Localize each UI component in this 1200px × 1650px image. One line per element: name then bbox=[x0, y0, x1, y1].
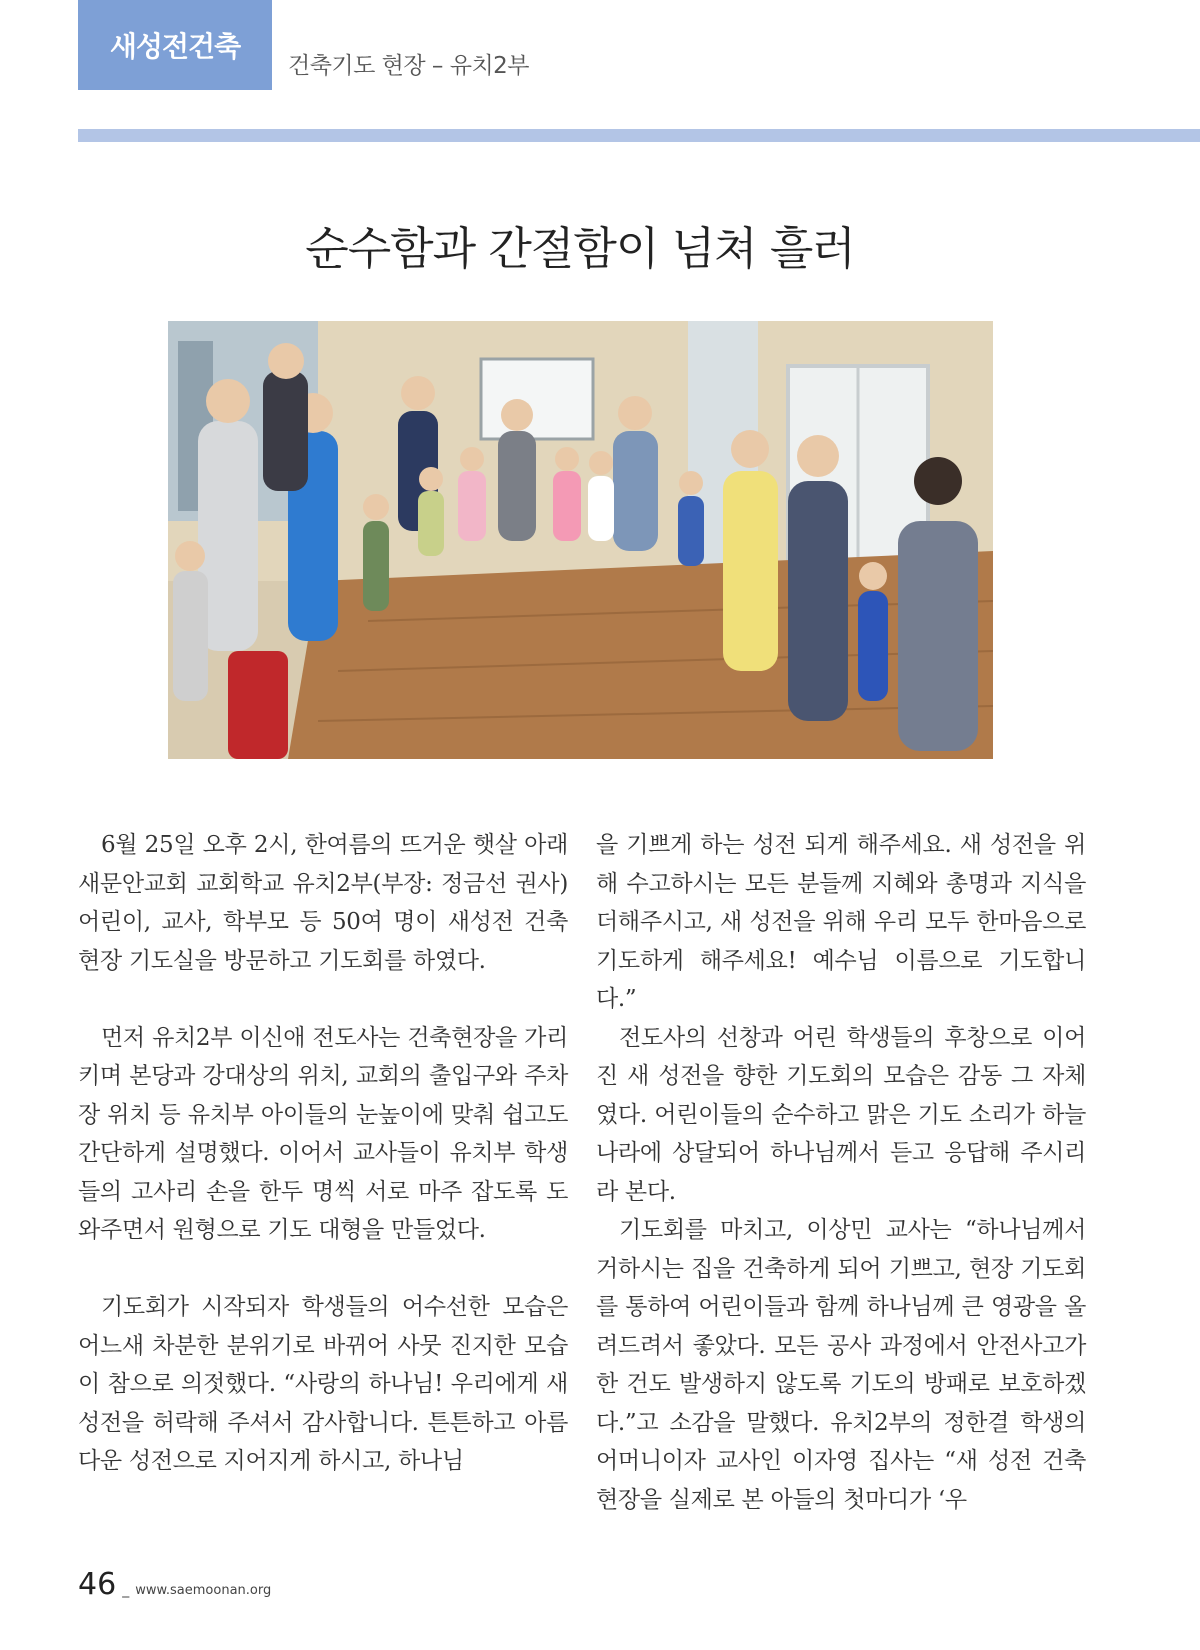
article-paragraph: 전도사의 선창과 어린 학생들의 후창으로 이어진 새 성전을 향한 기도회의 모습은 감동 그 자체였다. 어린이들의 순수하고 맑은 기도 소리가 하늘나라에 상달되어 하나님께서 듣고 응답해 주시리라 본다. bbox=[596, 1024, 1086, 1205]
section-subtitle: 건축기도 현장 – 유치2부 bbox=[288, 53, 530, 79]
article-title: 순수함과 간절함이 넘쳐 흘러 bbox=[305, 222, 855, 275]
article-paragraph: 먼저 유치2부 이신애 전도사는 건축현장을 가리키며 본당과 강대상의 위치, 교회의 출입구와 주차장 위치 등 유치부 아이들의 눈높이에 맞춰 쉽고도 간단하게 설명했다. 이어서 교사들이 유치부 학생들의 고사리 손을 한두 명씩 서로 마주 잡도록 도와주면서 원형으로 기도 대형을 만들었다. bbox=[78, 1024, 568, 1243]
article-paragraph: 기도회가 시작되자 학생들의 어수선한 모습은 어느새 차분한 분위기로 바뀌어 사뭇 진지한 모습이 참으로 의젓했다. “사랑의 하나님! 우리에게 새 성전을 허락해 주셔서 감사합니다. 튼튼하고 아름다운 성전으로 지어지게 하시고, 하나님 bbox=[78, 1294, 568, 1474]
footer-separator: _ bbox=[122, 1582, 130, 1598]
article-paragraph: 을 기쁘게 하는 성전 되게 해주세요. 새 성전을 위해 수고하시는 모든 분들께 지혜와 총명과 지식을 더해주시고, 새 성전을 위해 우리 모두 한마음으로 기도하게 해주세요! 예수님 이름으로 기도합니다.” bbox=[596, 832, 1086, 1012]
website-link[interactable]: www.saemoonan.org bbox=[135, 1583, 272, 1598]
article-column-right bbox=[596, 826, 1086, 1519]
header-divider bbox=[78, 129, 1200, 142]
article-paragraph: 기도회를 마치고, 이상민 교사는 “하나님께서 거하시는 집을 건축하게 되어 기쁘고, 현장 기도회를 통하여 어린이들과 함께 하나님께 큰 영광을 올려드려서 좋았다. 모든 공사 과정에서 안전사고가 한 건도 발생하지 않도록 기도의 방패로 보호하겠다.”고 소감을 말했다. 유치2부의 정한결 학생의 어머니이자 교사인 이자영 집사는 “새 성전 건축현장을 실제로 본 아들의 첫마디가 ‘우 bbox=[596, 1217, 1086, 1513]
page-footer bbox=[78, 1567, 271, 1602]
article-paragraph: 6월 25일 오후 2시, 한여름의 뜨거운 햇살 아래 새문안교회 교회학교 유치2부(부장: 정금선 권사) 어린이, 교사, 학부모 등 50여 명이 새성전 건축 현장 기도실을 방문하고 기도회를 하였다. bbox=[78, 832, 568, 974]
article-column-left bbox=[78, 826, 568, 1481]
page-number: 46 bbox=[78, 1567, 117, 1602]
section-label: 새성전건축 bbox=[78, 0, 272, 90]
photo-illustration bbox=[168, 321, 993, 759]
group-prayer-photo bbox=[168, 321, 993, 759]
